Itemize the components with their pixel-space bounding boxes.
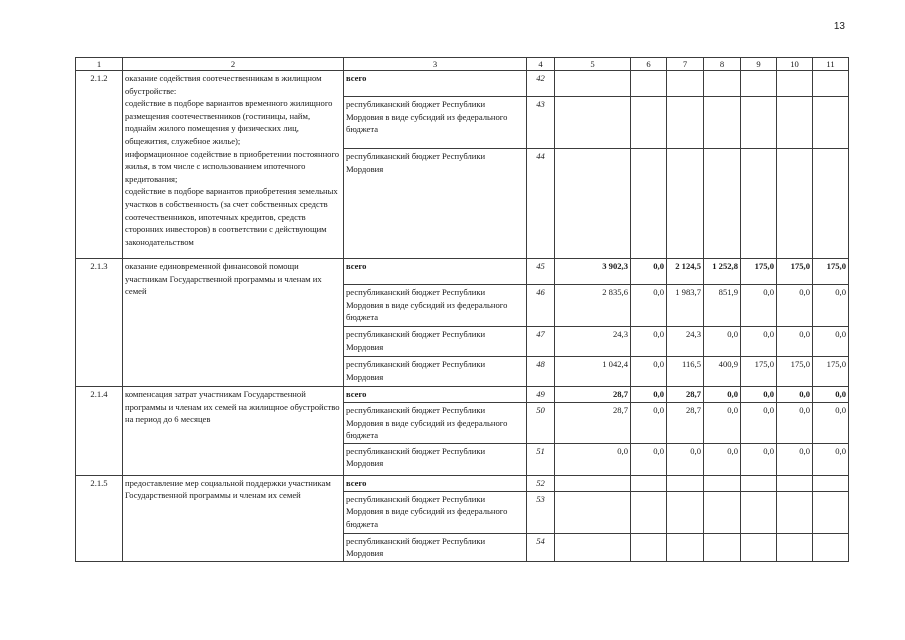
amount-cell — [631, 149, 667, 259]
amount-cell: 0,0 — [777, 403, 813, 444]
amount-cell: 175,0 — [741, 357, 777, 387]
column-number: 1 — [76, 58, 123, 71]
amount-cell: 0,0 — [741, 387, 777, 403]
amount-cell — [631, 533, 667, 561]
amount-cell: 28,7 — [555, 387, 631, 403]
amount-cell — [555, 491, 631, 533]
amount-cell — [777, 97, 813, 149]
funding-source: республиканский бюджет Республики Мордовия — [344, 533, 527, 561]
line-number: 53 — [527, 491, 555, 533]
amount-cell: 0,0 — [631, 443, 667, 475]
amount-cell: 0,0 — [704, 443, 741, 475]
line-number: 51 — [527, 443, 555, 475]
amount-cell — [777, 491, 813, 533]
amount-cell: 28,7 — [667, 403, 704, 444]
amount-cell: 0,0 — [631, 285, 667, 327]
amount-cell: 2 124,5 — [667, 259, 704, 285]
amount-cell — [555, 149, 631, 259]
funding-source: республиканский бюджет Республики Мордовия в виде субсидий из федерального бюджета — [344, 97, 527, 149]
amount-cell — [741, 533, 777, 561]
page-number: 13 — [833, 21, 845, 32]
amount-cell: 0,0 — [813, 443, 849, 475]
amount-cell: 175,0 — [813, 357, 849, 387]
amount-cell — [631, 475, 667, 491]
amount-cell: 400,9 — [704, 357, 741, 387]
funding-source: республиканский бюджет Республики Мордовия — [344, 357, 527, 387]
amount-cell: 0,0 — [813, 387, 849, 403]
amount-cell: 0,0 — [631, 357, 667, 387]
amount-cell — [631, 491, 667, 533]
amount-cell: 1 042,4 — [555, 357, 631, 387]
amount-cell: 24,3 — [667, 327, 704, 357]
amount-cell — [555, 71, 631, 97]
amount-cell: 0,0 — [704, 327, 741, 357]
line-number: 49 — [527, 387, 555, 403]
amount-cell — [704, 533, 741, 561]
amount-cell — [631, 71, 667, 97]
funding-source: всего — [344, 387, 527, 403]
amount-cell: 0,0 — [704, 387, 741, 403]
item-description — [123, 475, 344, 561]
amount-cell: 1 983,7 — [667, 285, 704, 327]
column-number: 11 — [813, 58, 849, 71]
item-code: 2.1.4 — [76, 387, 123, 476]
item-description-text: предоставление мер социальной поддержки участникам Государственной программы и членам их семей — [125, 477, 331, 501]
amount-cell: 0,0 — [813, 285, 849, 327]
item-description — [123, 71, 344, 259]
amount-cell — [667, 491, 704, 533]
line-number: 47 — [527, 327, 555, 357]
amount-cell: 24,3 — [555, 327, 631, 357]
amount-cell — [704, 491, 741, 533]
line-number: 42 — [527, 71, 555, 97]
amount-cell — [704, 475, 741, 491]
amount-cell: 0,0 — [777, 327, 813, 357]
amount-cell: 175,0 — [813, 259, 849, 285]
amount-cell — [667, 71, 704, 97]
line-number: 45 — [527, 259, 555, 285]
amount-cell — [813, 71, 849, 97]
amount-cell: 0,0 — [777, 285, 813, 327]
amount-cell — [667, 475, 704, 491]
column-number: 3 — [344, 58, 527, 71]
item-code: 2.1.5 — [76, 475, 123, 561]
amount-cell — [555, 533, 631, 561]
column-number: 5 — [555, 58, 631, 71]
amount-cell: 175,0 — [777, 259, 813, 285]
funding-source: республиканский бюджет Республики Мордовия в виде субсидий из федерального бюджета — [344, 491, 527, 533]
funding-source: республиканский бюджет Республики Мордовия — [344, 443, 527, 475]
amount-cell — [741, 97, 777, 149]
amount-cell: 0,0 — [813, 403, 849, 444]
amount-cell: 0,0 — [631, 327, 667, 357]
amount-cell — [667, 97, 704, 149]
amount-cell — [667, 149, 704, 259]
column-number: 10 — [777, 58, 813, 71]
item-code: 2.1.3 — [76, 259, 123, 387]
amount-cell — [813, 475, 849, 491]
amount-cell — [631, 97, 667, 149]
amount-cell: 0,0 — [777, 443, 813, 475]
funding-source: республиканский бюджет Республики Мордовия в виде субсидий из федерального бюджета — [344, 403, 527, 444]
column-number: 2 — [123, 58, 344, 71]
amount-cell — [777, 149, 813, 259]
amount-cell: 0,0 — [555, 443, 631, 475]
amount-cell — [813, 149, 849, 259]
table-row — [76, 71, 849, 97]
amount-cell: 0,0 — [667, 443, 704, 475]
amount-cell: 0,0 — [631, 259, 667, 285]
amount-cell: 175,0 — [741, 259, 777, 285]
funding-source: всего — [344, 71, 527, 97]
amount-cell: 0,0 — [741, 285, 777, 327]
item-description-text: оказание содействия соотечественникам в жилищном обустройстве: содействие в подборе вариантов временного жилищного размещения соотечественников (гостиницы, найм, поднайм жилого помещения у физических лиц, общежития, служебное жилье); информационное содействие в приобретении постоянного жилья, в том числе с использованием ипотечного кредитования; содействие в подборе вариантов приобретения земельных участков в собственность (за счет собственных средств соотечественников, ипотечных кредитов, средств сторонних инвесторов) в соответствии с действующим законодательством — [125, 73, 340, 247]
amount-cell — [555, 475, 631, 491]
table-row — [76, 259, 849, 285]
line-number: 44 — [527, 149, 555, 259]
column-number: 8 — [704, 58, 741, 71]
line-number: 46 — [527, 285, 555, 327]
item-description — [123, 387, 344, 476]
amount-cell — [813, 97, 849, 149]
amount-cell — [741, 149, 777, 259]
amount-cell: 3 902,3 — [555, 259, 631, 285]
funding-source: всего — [344, 259, 527, 285]
line-number: 48 — [527, 357, 555, 387]
column-number-row — [76, 58, 849, 71]
column-number: 7 — [667, 58, 704, 71]
item-description — [123, 259, 344, 387]
amount-cell: 0,0 — [704, 403, 741, 444]
amount-cell — [555, 97, 631, 149]
budget-table — [75, 57, 849, 562]
item-code: 2.1.2 — [76, 71, 123, 259]
table-row — [76, 387, 849, 403]
amount-cell — [741, 491, 777, 533]
amount-cell — [741, 71, 777, 97]
amount-cell — [813, 533, 849, 561]
funding-source: республиканский бюджет Республики Мордовия — [344, 149, 527, 259]
funding-source: республиканский бюджет Республики Мордовия — [344, 327, 527, 357]
column-number: 6 — [631, 58, 667, 71]
funding-source: всего — [344, 475, 527, 491]
amount-cell — [667, 533, 704, 561]
amount-cell — [813, 491, 849, 533]
amount-cell — [741, 475, 777, 491]
amount-cell: 851,9 — [704, 285, 741, 327]
amount-cell: 2 835,6 — [555, 285, 631, 327]
funding-source: республиканский бюджет Республики Мордовия в виде субсидий из федерального бюджета — [344, 285, 527, 327]
line-number: 54 — [527, 533, 555, 561]
amount-cell: 175,0 — [777, 357, 813, 387]
amount-cell: 0,0 — [741, 403, 777, 444]
line-number: 50 — [527, 403, 555, 444]
amount-cell: 0,0 — [631, 403, 667, 444]
line-number: 43 — [527, 97, 555, 149]
amount-cell — [777, 533, 813, 561]
amount-cell: 0,0 — [631, 387, 667, 403]
line-number: 52 — [527, 475, 555, 491]
amount-cell — [777, 71, 813, 97]
amount-cell: 28,7 — [667, 387, 704, 403]
amount-cell: 0,0 — [777, 387, 813, 403]
column-number: 4 — [527, 58, 555, 71]
amount-cell: 1 252,8 — [704, 259, 741, 285]
amount-cell: 116,5 — [667, 357, 704, 387]
amount-cell — [777, 475, 813, 491]
amount-cell: 0,0 — [741, 443, 777, 475]
amount-cell: 28,7 — [555, 403, 631, 444]
amount-cell: 0,0 — [741, 327, 777, 357]
amount-cell — [704, 97, 741, 149]
amount-cell: 0,0 — [813, 327, 849, 357]
item-description-text: компенсация затрат участникам Государственной программы и членам их семей на жилищное обустройство на период до 6 месяцев — [125, 389, 340, 425]
amount-cell — [704, 71, 741, 97]
table-row — [76, 475, 849, 491]
amount-cell — [704, 149, 741, 259]
item-description-text: оказание единовременной финансовой помощи участникам Государственной программы и членам их семей — [125, 261, 322, 297]
column-number: 9 — [741, 58, 777, 71]
